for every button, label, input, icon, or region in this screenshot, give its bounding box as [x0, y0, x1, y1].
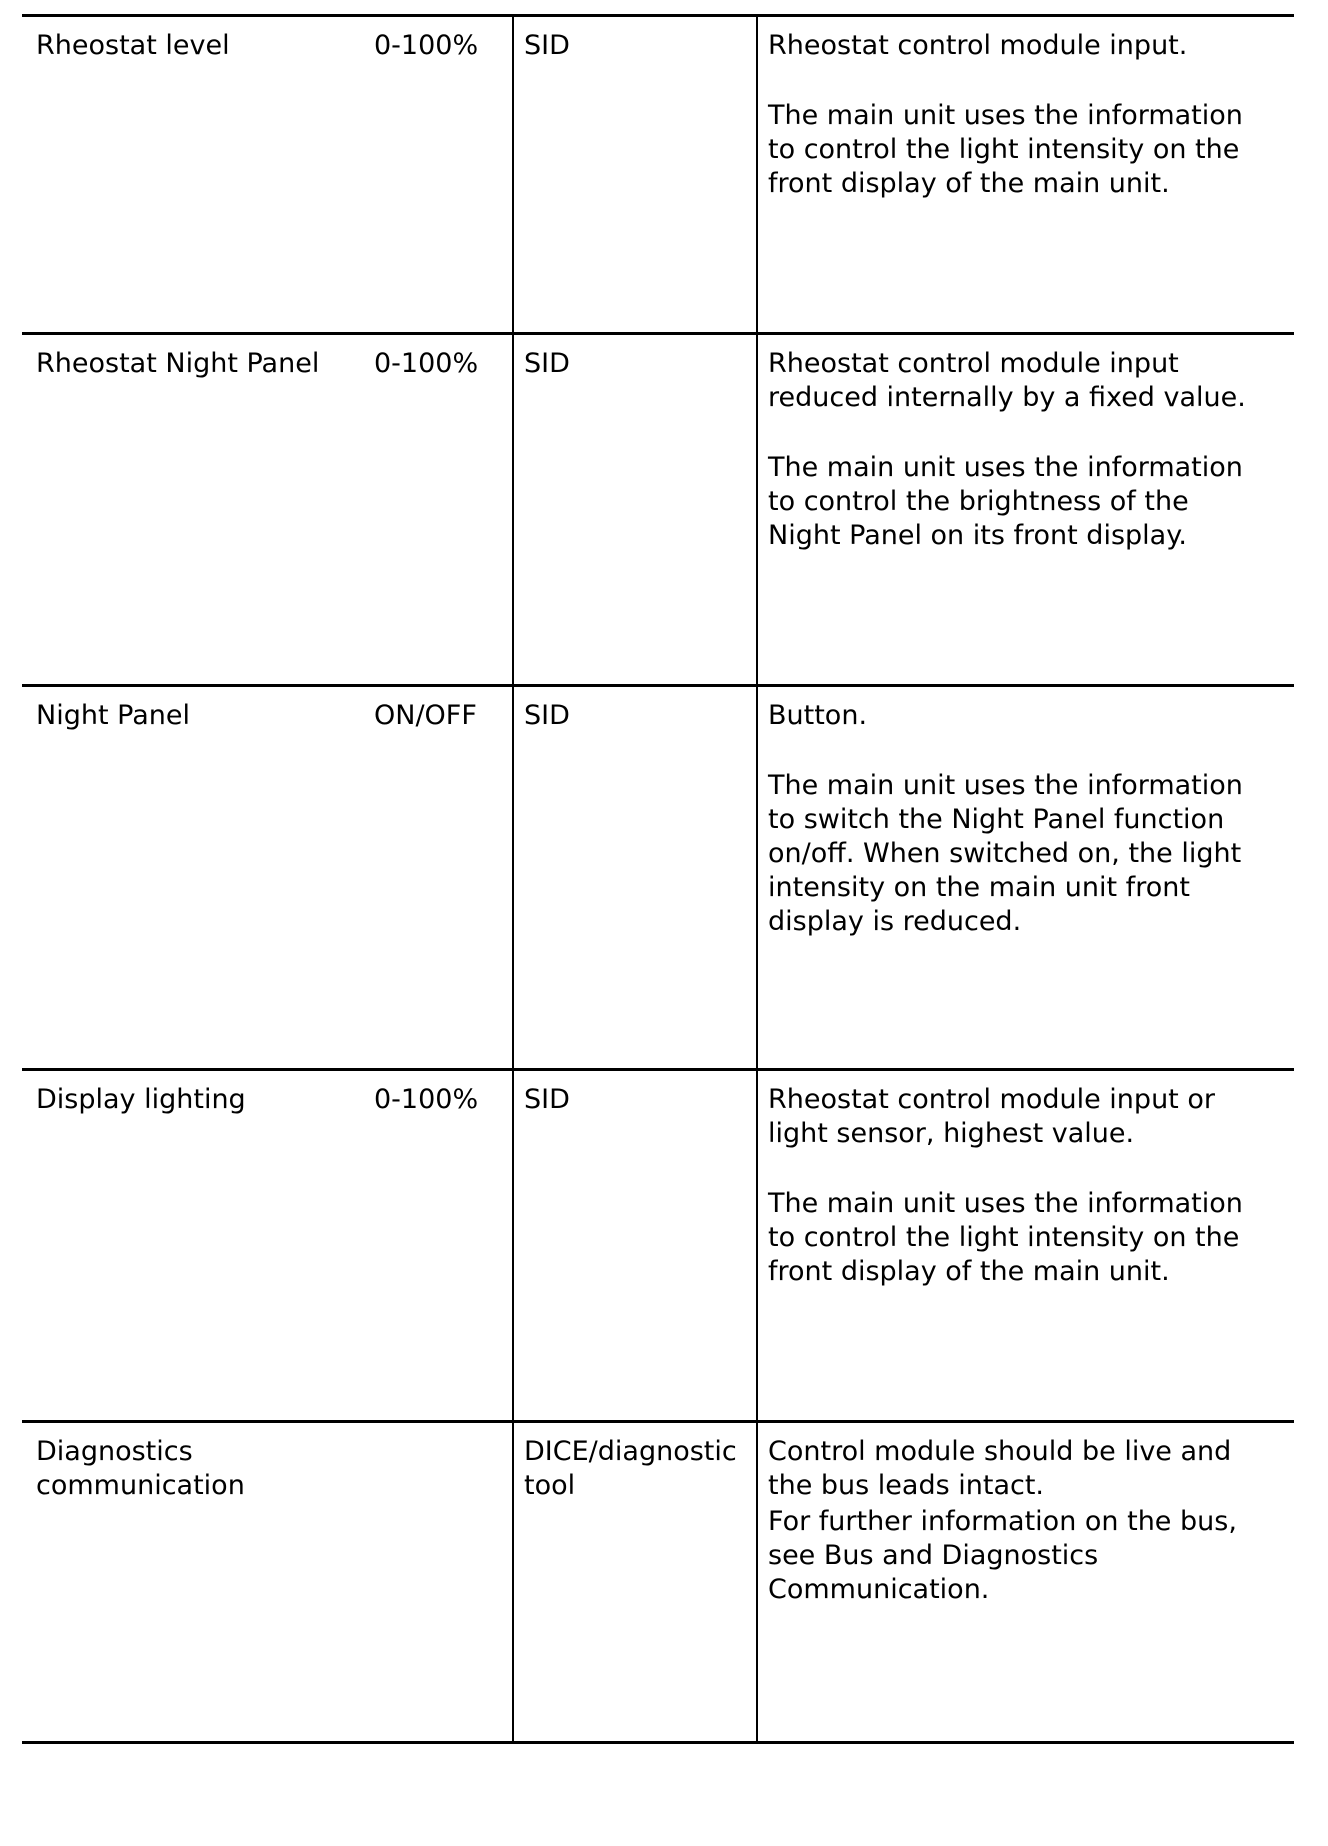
description-line: Control module should be live and — [768, 1436, 1232, 1467]
description-paragraph — [768, 1505, 1294, 1607]
description-line: light sensor, highest value. — [768, 1118, 1135, 1149]
description-line: Night Panel on its front display. — [768, 520, 1187, 551]
signal-source-text: SID — [524, 30, 570, 61]
description-line: to control the light intensity on the — [768, 1222, 1240, 1253]
description-line: to control the brightness of the — [768, 486, 1189, 517]
signal-range — [374, 1423, 530, 1741]
signal-name — [22, 335, 352, 684]
signal-name-text: Diagnostics — [36, 1436, 193, 1467]
table-row — [22, 1420, 1294, 1744]
signal-range — [374, 687, 530, 1068]
signal-source — [512, 687, 756, 1068]
signal-description — [756, 335, 1294, 684]
description-line: Communication. — [768, 1574, 990, 1605]
signal-range-text: 0-100% — [374, 30, 479, 61]
description-line: reduced internally by a fixed value. — [768, 382, 1246, 413]
description-paragraph — [768, 699, 1294, 733]
signal-name-text: Rheostat level — [36, 30, 230, 61]
signal-range — [374, 335, 530, 684]
description-paragraph — [768, 29, 1294, 63]
description-line: on/off. When switched on, the light — [768, 838, 1242, 869]
signal-name — [22, 1071, 352, 1420]
description-line: For further information on the bus, — [768, 1506, 1237, 1537]
description-line: intensity on the main unit front — [768, 872, 1190, 903]
description-line: to switch the Night Panel function — [768, 804, 1225, 835]
signal-source — [512, 1423, 756, 1741]
description-line: front display of the main unit. — [768, 168, 1170, 199]
signal-range-text: ON/OFF — [374, 700, 477, 731]
description-line: front display of the main unit. — [768, 1256, 1170, 1287]
signal-source-text: SID — [524, 700, 570, 731]
signal-description — [756, 1071, 1294, 1420]
description-line: see Bus and Diagnostics — [768, 1540, 1099, 1571]
description-line: The main unit uses the information — [768, 452, 1243, 483]
signal-source — [512, 335, 756, 684]
description-line: the bus leads intact. — [768, 1470, 1044, 1501]
signal-description — [756, 17, 1294, 332]
description-paragraph — [768, 347, 1294, 415]
signal-name-text: Display lighting — [36, 1084, 246, 1115]
signal-table — [22, 14, 1294, 1744]
table-row — [22, 1068, 1294, 1420]
signal-source — [512, 1071, 756, 1420]
signal-name — [22, 17, 352, 332]
table-row — [22, 332, 1294, 684]
description-line: The main unit uses the information — [768, 1188, 1243, 1219]
signal-source-text: tool — [524, 1470, 576, 1501]
signal-description — [756, 1423, 1294, 1741]
signal-source — [512, 17, 756, 332]
signal-range — [374, 17, 530, 332]
signal-name-text: Rheostat Night Panel — [36, 348, 320, 379]
table-row — [22, 684, 1294, 1068]
description-line: Rheostat control module input or — [768, 1084, 1215, 1115]
signal-name-text: Night Panel — [36, 700, 190, 731]
signal-range-text: 0-100% — [374, 348, 479, 379]
description-paragraph — [768, 451, 1294, 553]
description-paragraph — [768, 1083, 1294, 1151]
table-row — [22, 14, 1294, 332]
description-line: The main unit uses the information — [768, 770, 1243, 801]
signal-name — [22, 687, 352, 1068]
description-line: display is reduced. — [768, 906, 1022, 937]
signal-source-text: SID — [524, 1084, 570, 1115]
description-line: Rheostat control module input. — [768, 30, 1188, 61]
signal-description — [756, 687, 1294, 1068]
description-line: to control the light intensity on the — [768, 134, 1240, 165]
signal-source-text: SID — [524, 348, 570, 379]
description-line: The main unit uses the information — [768, 100, 1243, 131]
signal-name — [22, 1423, 352, 1741]
description-paragraph — [768, 99, 1294, 201]
description-paragraph — [768, 1435, 1294, 1503]
signal-range — [374, 1071, 530, 1420]
signal-name-text: communication — [36, 1470, 245, 1501]
description-line: Button. — [768, 700, 868, 731]
signal-range-text: 0-100% — [374, 1084, 479, 1115]
description-paragraph — [768, 769, 1294, 939]
description-line: Rheostat control module input — [768, 348, 1179, 379]
description-paragraph — [768, 1187, 1294, 1289]
signal-source-text: DICE/diagnostic — [524, 1436, 737, 1467]
